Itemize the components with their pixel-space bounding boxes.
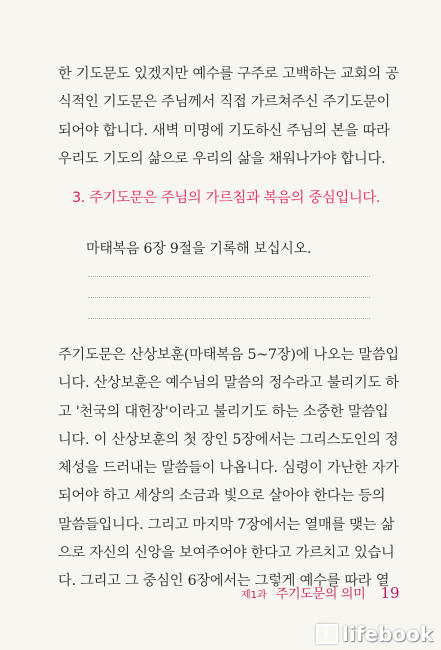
chapter-label: 제1과 [241, 590, 267, 601]
text-line: 우리도 기도의 삶으로 우리의 삶을 채워나가야 합니다. [58, 150, 386, 167]
text-line: 다. 그리고 그 중심인 6장에서는 그렇게 예수를 따라 열 [58, 573, 390, 590]
site-watermark [316, 622, 433, 646]
intro-paragraph [58, 60, 399, 173]
text-line: 고 '천국의 대헌장'이라고 불리기도 하는 소중한 말씀입 [58, 403, 389, 420]
page-number: 19 [380, 584, 400, 602]
text-line: 한 기도문도 있겠지만 예수를 구주로 고백하는 교회의 공 [58, 66, 399, 82]
answer-line[interactable] [88, 318, 370, 319]
running-title: 주기도문의 의미 [275, 587, 366, 602]
page-footer [241, 583, 400, 602]
section-heading: 3. 주기도문은 주님의 가르침과 복음의 중심입니다. [72, 190, 381, 206]
text-line: 체성을 드러내는 말씀들이 나옵니다. 심령이 가난한 자가 [58, 460, 399, 477]
body-paragraph [58, 341, 399, 596]
text-line: 니다. 산상보훈은 예수님의 말씀의 정수라고 불리기도 하 [58, 375, 399, 392]
answer-line[interactable] [88, 297, 370, 298]
text-line: 니다. 이 산상보훈의 첫 장인 5장에서는 그리스도인의 정 [58, 431, 399, 448]
book-icon [316, 624, 338, 644]
text-line: 말씀들입니다. 그리고 마지막 7장에서는 열매를 맺는 삶 [58, 516, 395, 533]
answer-line[interactable] [88, 276, 370, 277]
watermark-text: lifebook [341, 622, 433, 646]
text-line: 주기도문은 산상보훈(마태복음 5~7장)에 나오는 말씀입 [58, 347, 399, 363]
text-line: 식적인 기도문은 주님께서 직접 가르쳐주신 주기도문이 [58, 94, 391, 111]
text-line: 되어야 합니다. 새벽 미명에 기도하신 주님의 본을 따라 [58, 122, 390, 139]
text-line: 되어야 하고 세상의 소금과 빛으로 살아야 한다는 등의 [58, 488, 386, 505]
text-line: 으로 자신의 신앙을 보여주어야 한다고 가르치고 있습니 [58, 545, 395, 562]
exercise-prompt: 마태복음 6장 9절을 기록해 보십시오. [86, 241, 312, 257]
